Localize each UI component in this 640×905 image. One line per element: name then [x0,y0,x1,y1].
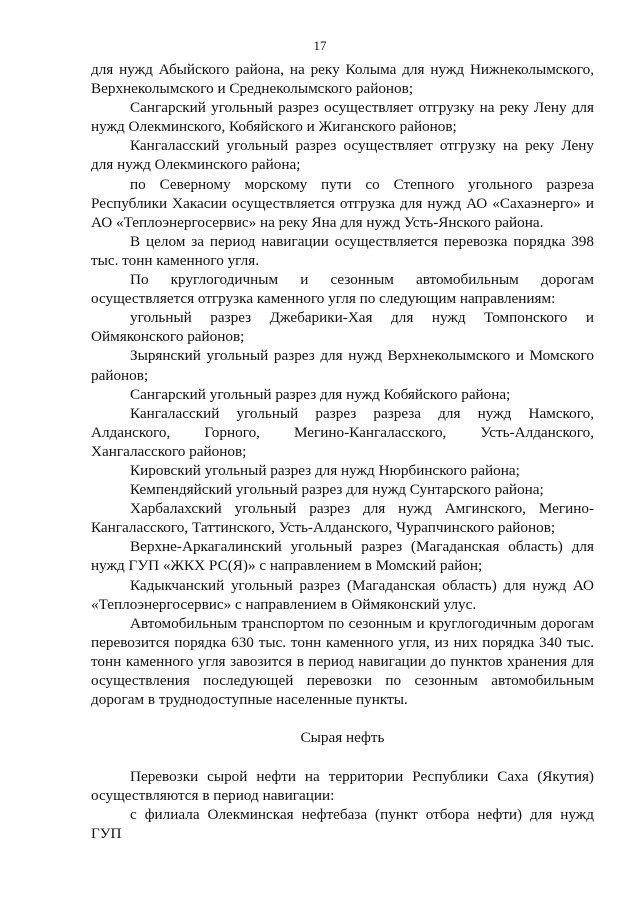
page-number: 17 [313,38,327,53]
paragraph: Автомобильным транспортом по сезонным и круглогодичным дорогам перевозится порядка 630 тыс. тонн каменного угля, из них порядка 340 тыс. тонн каменного угля завозится в период навигации до пунктов хранения для осуществления последующей перевозки по сезонным автомобильным дорогам в труднодоступные населенные пункты. [91,614,594,709]
paragraph: Кангаласский угольный разрез осуществляет отгрузку на реку Лену для нужд Олекминского района; [91,137,594,174]
paragraph: Кангаласский угольный разрез разреза для нужд Намского, Алданского, Горного, Мегино-Кангаласского, Усть-Алданского, Хангаласского районов; [91,404,594,460]
paragraph: В целом за период навигации осуществляется перевозка порядка 398 тыс. тонн каменного угля. [91,232,594,269]
paragraph: Кемпендяйский угольный разрез для нужд Сунтарского района; [130,481,544,499]
paragraph: Сангарский угольный разрез осуществляет отгрузку на реку Лену для нужд Олекминского, Кобяйского и Жиганского районов; [91,99,594,136]
paragraph: Сангарский угольный разрез для нужд Кобяйского района; [130,385,511,403]
paragraph: Харбалахский угольный разрез для нужд Амгинского, Мегино-Кангаласского, Таттинского, Усть-Алданского, Чурапчинского районов; [91,500,594,537]
paragraph: По круглогодичным и сезонным автомобильным дорогам осуществляется отгрузка каменного угля по следующим направлениям: [91,271,594,308]
document-body [91,60,594,844]
paragraph: Перевозки сырой нефти на территории Республики Саха (Якутия) осуществляются в период навигации: [91,768,594,805]
paragraph: с филиала Олекминская нефтебаза (пункт отбора нефти) для нужд ГУП [91,806,594,843]
paragraph: Зырянский угольный разрез для нужд Верхнеколымского и Момского районов; [91,347,594,384]
paragraph: Кадыкчанский угольный разрез (Магаданская область) для нужд АО «Теплоэнергосервис» с направлением в Оймяконский улус. [91,576,594,613]
paragraphs-after-heading [91,767,594,843]
paragraph: Кировский угольный разрез для нужд Нюрбинского района; [130,461,520,479]
paragraph: угольный разрез Джебарики-Хая для нужд Томпонского и Оймяконского районов; [91,309,594,346]
section-heading: Сырая нефть [300,729,385,747]
paragraph: по Северному морскому пути со Степного угольного разреза Республики Хакасии осуществляется отгрузка для нужд АО «Сахаэнерго» и АО «Теплоэнергосервис» на реку Яна для нужд Усть-Янского района. [91,175,594,231]
paragraph: Верхне-Аркагалинский угольный разрез (Магаданская область) для нужд ГУП «ЖКХ РС(Я)» с направлением в Момский район; [91,538,594,575]
paragraph: для нужд Абыйского района, на реку Колыма для нужд Нижнеколымского, Верхнеколымского и Среднеколымского районов; [91,61,594,98]
paragraphs-before-heading [91,60,594,709]
